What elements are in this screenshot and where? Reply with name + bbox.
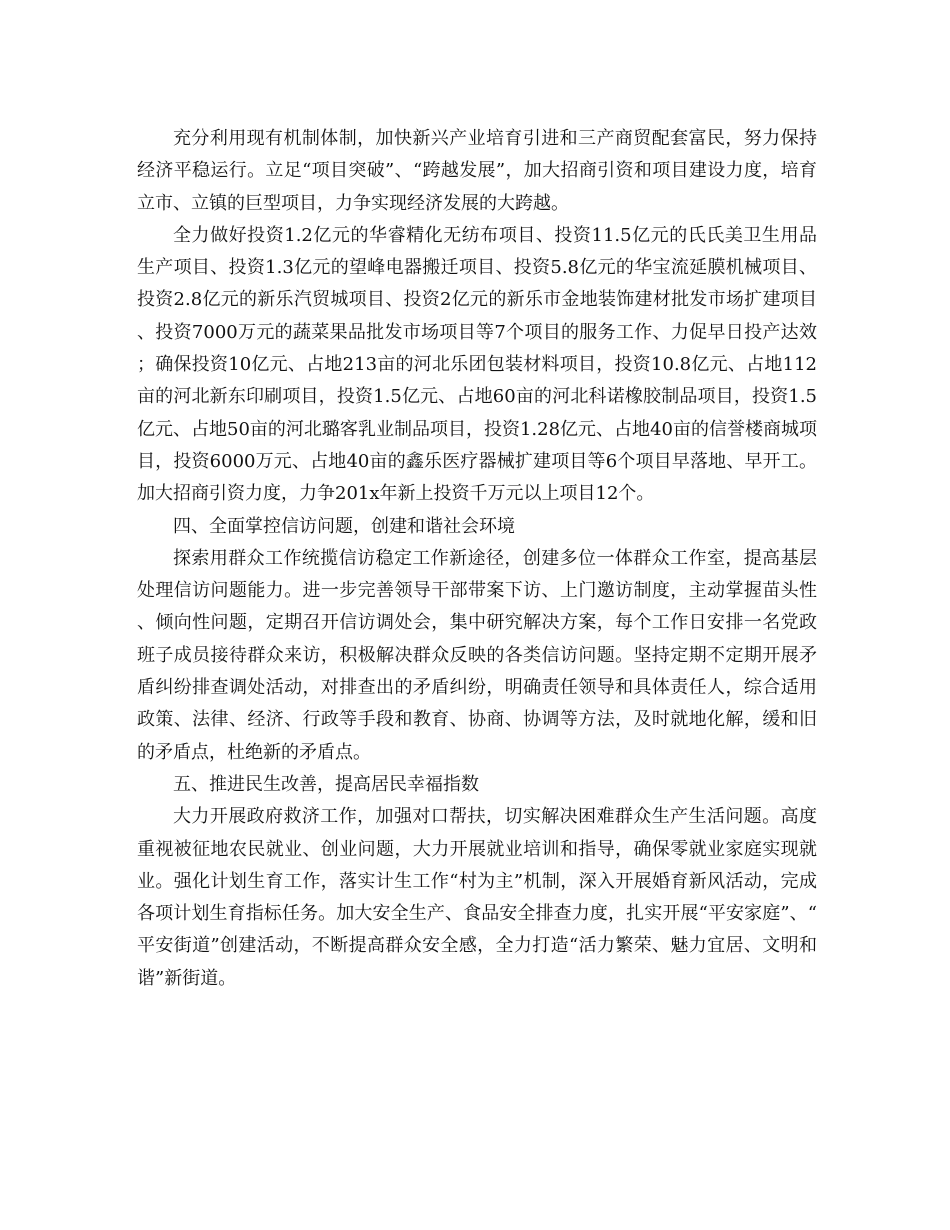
paragraph-livelihood-work: 大力开展政府救济工作，加强对口帮扶，切实解决困难群众生产生活问题。高度重视被征地农民就业、创业问题，大力开展就业培训和指导，确保零就业家庭实现就业。强化计划生育工作，落实计生工作“村为主”机制，深入开展婚育新风活动，完成各项计划生育指标任务。加大安全生产、食品安全排查力度，扎实开展“平安家庭”、“平安街道”创建活动，不断提高群众安全感，全力打造“活力繁荣、魅力宜居、文明和谐”新街道。	[137, 806, 817, 989]
section-heading-petition: 四、全面掌控信访问题，创建和谐社会环境	[173, 515, 515, 537]
paragraph-petition-work: 探索用群众工作统揽信访稳定工作新途径，创建多位一体群众工作室，提高基层处理信访问题能力。进一步完善领导干部带案下访、上门邀访制度，主动掌握苗头性、倾向性问题，定期召开信访调处会，集中研究解决方案，每个工作日安排一名党政班子成员接待群众来访，积极解决群众反映的各类信访问题。坚持定期不定期开展矛盾纠纷排查调处活动，对排查出的矛盾纠纷，明确责任领导和具体责任人，综合适用政策、法律、经济、行政等手段和教育、协商、协调等方法，及时就地化解，缓和旧的矛盾点，杜绝新的矛盾点。	[137, 547, 817, 763]
section-heading-livelihood: 五、推进民生改善，提高居民幸福指数	[173, 773, 479, 795]
paragraph-economy-intro: 充分利用现有机制体制，加快新兴产业培育引进和三产商贸配套富民，努力保持经济平稳运行。立足“项目突破”、“跨越发展”，加大招商引资和项目建设力度，培育立市、立镇的巨型项目，力争实现经济发展的大跨越。	[137, 128, 817, 214]
paragraph-investment-projects: 全力做好投资1.2亿元的华睿精化无纺布项目、投资11.5亿元的氏氏美卫生用品生产项目、投资1.3亿元的望峰电器搬迁项目、投资5.8亿元的华宝流延膜机械项目、投资2.8亿元的新乐汽贸城项目、投资2亿元的新乐市金地装饰建材批发市场扩建项目、投资7000万元的蔬菜果品批发市场项目等7个项目的服务工作、力促早日投产达效；确保投资10亿元、占地213亩的河北乐团包装材料项目，投资10.8亿元、占地112亩的河北新东印刷项目，投资1.5亿元、占地60亩的河北科诺橡胶制品项目，投资1.5亿元、占地50亩的河北璐客乳业制品项目，投资1.28亿元、占地40亩的信誉楼商城项目，投资6000万元、占地40亩的鑫乐医疗器械扩建项目等6个项目早落地、早开工。加大招商引资力度，力争201x年新上投资千万元以上项目12个。	[137, 224, 817, 505]
document-body	[137, 123, 817, 995]
